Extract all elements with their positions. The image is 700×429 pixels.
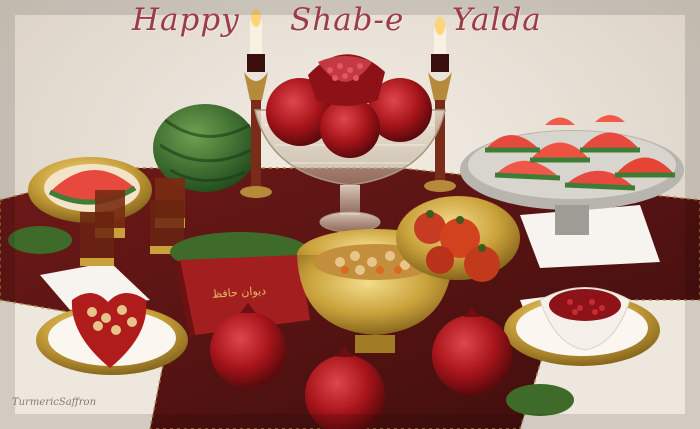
title-word-shabe: Shab-e [290, 2, 405, 38]
title-word-happy: Happy [132, 2, 240, 38]
title-word-yalda: Yalda [452, 2, 542, 38]
photo-watermark: TurmericSaffron [12, 397, 97, 408]
hafez-book-title: دیوان حافظ [211, 284, 267, 301]
greeting-title [0, 0, 700, 40]
napkin-right [520, 205, 660, 268]
